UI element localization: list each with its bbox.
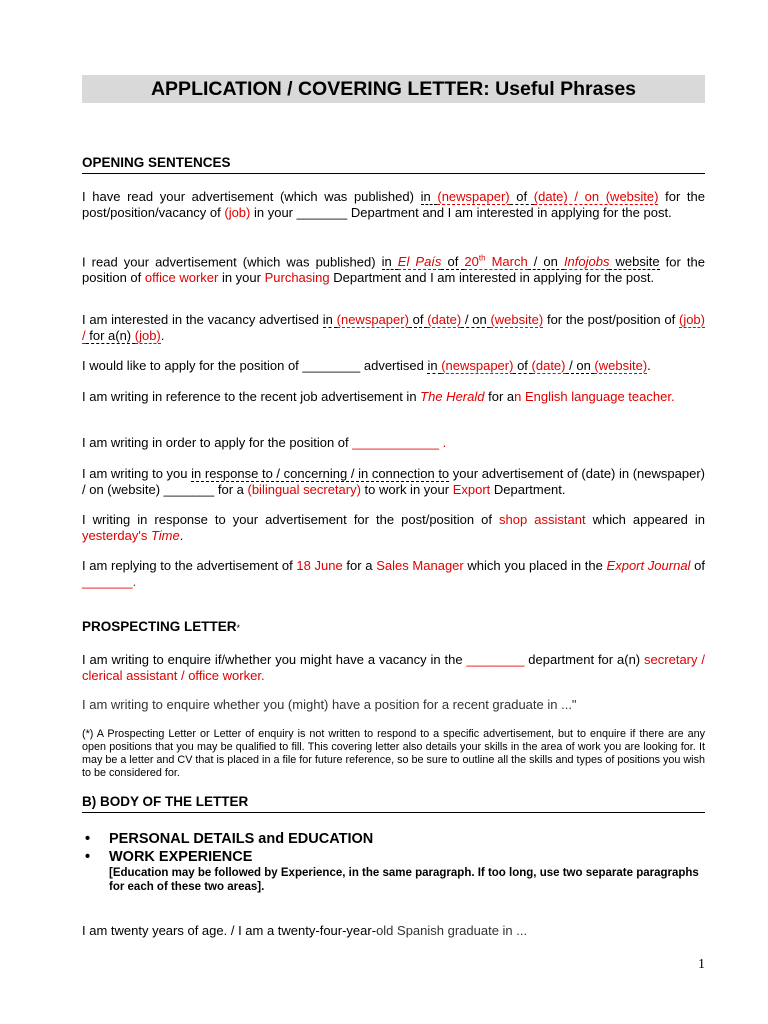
- opening-paragraph-6: I am writing in order to apply for the position of ____________ .: [82, 435, 447, 450]
- body-of-letter-heading: B) BODY OF THE LETTER: [82, 794, 705, 813]
- bullet-work-experience: • WORK EXPERIENCE: [85, 849, 253, 865]
- bullet-note: [Education may be followed by Experience, in the same paragraph. If too long, use two separate paragraphs for each of these two areas].: [109, 867, 699, 893]
- opening-paragraph-2: I read your advertisement (which was published) in El País of 20th March / on Infojobs website for the position of office worker in your Purchasing Department and I am interested in applying for the post.: [82, 254, 705, 285]
- bullet-personal-details: • PERSONAL DETAILS and EDUCATION: [85, 831, 374, 847]
- prospecting-footnote: (*) A Prospecting Letter or Letter of enquiry is not written to respond to a specific advertisement, but to enquire if there are any open positions that you may be qualified to fill. This covering letter also details your skills in the area of work you are looking for. It may be a letter and CV that is placed in a file for future reference, so be sure to outline all the skills and types of positions you wish to be considered for.: [82, 728, 705, 779]
- prospecting-letter-heading: PROSPECTING LETTER*: [82, 619, 241, 634]
- opening-paragraph-4: I would like to apply for the position of ________ advertised in (newspaper) of (date) / on (website).: [82, 358, 651, 373]
- opening-paragraph-9: I am replying to the advertisement of 18 June for a Sales Manager which you placed in the Export Journal of _______.: [82, 558, 705, 589]
- opening-paragraph-1: I have read your advertisement (which was published) in (newspaper) of (date) / on (website) for the post/position/vacancy of (job) in your _______ Department and I am interested in applying for the post.: [82, 189, 705, 220]
- bullet-marker: •: [85, 831, 91, 847]
- bullet-marker: •: [85, 849, 91, 865]
- body-bullet-list: [82, 830, 705, 894]
- opening-paragraph-7: I am writing to you in response to / concerning / in connection to your advertisement of (date) in (newspaper) / on (website) _______ for a (bilingual secretary) to work in your Export Department.: [82, 466, 705, 497]
- prospecting-paragraph-1: I am writing to enquire if/whether you might have a vacancy in the ________ department for a(n) secretary / clerical assistant / office worker.: [82, 652, 706, 683]
- page-title: APPLICATION / COVERING LETTER: Useful Phrases: [82, 75, 705, 103]
- body-paragraph-age: I am twenty years of age. / I am a twenty-four-year-old Spanish graduate in ...: [82, 923, 528, 938]
- page-number: 1: [698, 957, 705, 972]
- opening-paragraph-3: I am interested in the vacancy advertised in (newspaper) of (date) / on (website) for the post/position of (job) / for a(n) (job).: [82, 312, 705, 343]
- opening-paragraph-8: I writing in response to your advertisement for the post/position of shop assistant which appeared in yesterday's Time.: [82, 512, 705, 543]
- opening-paragraph-5: I am writing in reference to the recent job advertisement in The Herald for an English language teacher.: [82, 389, 675, 404]
- prospecting-paragraph-2: I am writing to enquire whether you (might) have a position for a recent graduate in ...": [82, 697, 577, 712]
- opening-sentences-heading: OPENING SENTENCES: [82, 155, 705, 174]
